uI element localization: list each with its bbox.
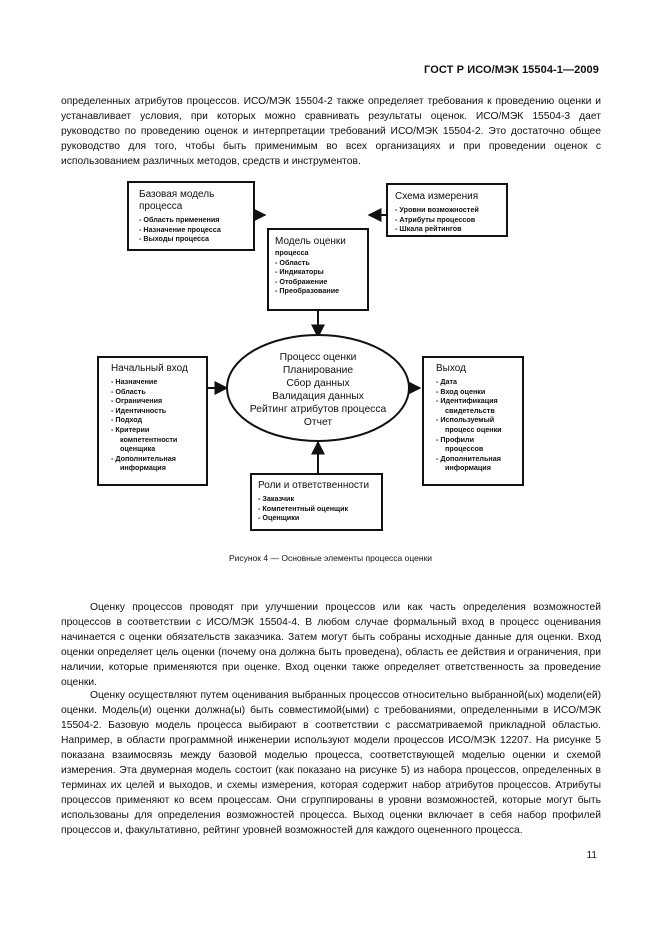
process-line: Рейтинг атрибутов процесса [249, 404, 387, 415]
output-item: - Дополнительная [436, 453, 501, 463]
process-line: Валидация данных [272, 391, 364, 402]
assessment-model-subtitle: процесса [275, 248, 309, 257]
input-item: - Область [111, 386, 146, 396]
process-line: Планирование [282, 365, 354, 376]
roles-box [250, 473, 383, 531]
measurement-scheme-item: - Атрибуты процессов [395, 214, 476, 224]
figure-caption: Рисунок 4 — Основные элементы процесса оценки [228, 553, 433, 563]
base-model-item: - Назначение процесса [139, 224, 221, 234]
input-item: компетентности [120, 434, 178, 444]
assessment-model-title: Модель оценки [275, 236, 346, 247]
output-item: - Дата [436, 377, 458, 386]
assessment-model-item: - Индикаторы [275, 267, 324, 277]
output-item: информация [445, 463, 491, 473]
roles-item: - Компетентный оценщик [258, 503, 349, 513]
measurement-scheme-title: Схема измерения [395, 191, 479, 202]
paragraph-2: Оценку процессов проводят при улучшении процессов или как часть определения возможностей процессов в соответствии с ИСО/МЭК 15504-4. В любом случае формальный вход в процесс оценивания начинается с оценки обязательств заказчика. Затем могут быть собраны исходные данные для оценки. Вход оценки определяет цель оценки (почему она должна быть проведена), область ее действия и ограничения, при наличии, которые применяются при оценке. Вход оценки также определяет ответственность за проведение оценки. [61, 602, 601, 688]
input-item: информация [120, 463, 166, 473]
base-model-box [127, 181, 255, 251]
process-line: Процесс оценки [279, 352, 357, 363]
process-line: Сбор данных [286, 378, 350, 389]
input-item: - Идентичность [111, 405, 167, 415]
input-item: оценщика [120, 444, 156, 454]
input-title: Начальный вход [111, 363, 188, 374]
input-item: - Ограничения [111, 396, 163, 406]
output-item: - Используемый [436, 415, 495, 425]
output-item: процессов [445, 444, 484, 454]
output-item: - Вход оценки [436, 386, 486, 396]
measurement-scheme-item: - Уровни возможностей [395, 205, 479, 214]
output-item: - Идентификация [436, 396, 498, 406]
intro-paragraph: определенных атрибутов процессов. ИСО/МЭК 15504-2 также определяет требования к проведению оценки и устанавливает условия, при которых можно сравнивать результаты оценок. ИСО/МЭК 15504-3 дает руководство по проведению оценок и интерпретации требований ИСО/МЭК 15504-2. Это достаточно общее руководство для того, чтобы быть применимым во всех организациях и при проведении оценок с использованием различных методов, средств и инструментов. [61, 96, 601, 167]
assessment-model-item: - Область [275, 257, 310, 267]
base-model-title: Базовая модель процесса [139, 189, 215, 212]
input-item: - Дополнительная [111, 453, 176, 463]
roles-item: - Оценщики [258, 513, 300, 523]
output-item: - Профили [436, 434, 475, 444]
output-box [422, 356, 524, 486]
input-item: - Подход [111, 415, 143, 425]
roles-title: Роли и ответственности [258, 480, 370, 491]
input-item: - Назначение [111, 377, 158, 386]
roles-item: - Заказчик [258, 494, 295, 503]
output-item: процесс оценки [445, 424, 502, 434]
assessment-model-box [267, 228, 369, 311]
measurement-scheme-box [386, 183, 508, 237]
assessment-model-item: - Отображение [275, 276, 328, 286]
output-title: Выход [436, 363, 466, 374]
base-model-item: - Область применения [139, 215, 220, 224]
page-number: 11 [586, 850, 597, 861]
assessment-model-item: - Преобразование [275, 286, 340, 296]
output-item: свидетельств [445, 405, 495, 415]
input-box [97, 356, 208, 486]
measurement-scheme-item: - Шкала рейтингов [395, 224, 462, 234]
paragraph-3: Оценку осуществляют путем оценивания выбранных процессов относительно выбранной(ых) модели(ей) оценки. Модель(и) оценки должна(ы) быть совместимой(ыми) с требованиями, определенными в ИСО/МЭК 15504-2. Базовую модель процесса выбирают в соответствии с рассматриваемой прикладной областью. Например, в области программной инженерии используют модели процессов ИСО/МЭК 12207. На рисунке 5 показана взаимосвязь между базовой моделью процесса, соответствующей моделью оценки и схемой измерения. Эта двумерная модель состоит (как показано на рисунке 5) из набора процессов, определенных в терминах их целей и выходов, и схемы измерения, которая содержит набор атрибутов процессов. Атрибуты процессов применяют ко всем процессам. Они сгруппированы в уровни возможностей, которые могут быть использованы для определения возможностей процесса. Выход оценки включает в себя набор профилей процессов и, факультативно, рейтинг уровней возможностей для каждого оцененного процесса. [61, 690, 601, 836]
document-header: ГОСТ Р ИСО/МЭК 15504-1—2009 [424, 64, 599, 76]
process-line: Отчет [303, 417, 333, 428]
base-model-item: - Выходы процесса [139, 234, 210, 244]
process-ellipse-text [228, 351, 408, 429]
input-item: - Критерии [111, 424, 150, 434]
